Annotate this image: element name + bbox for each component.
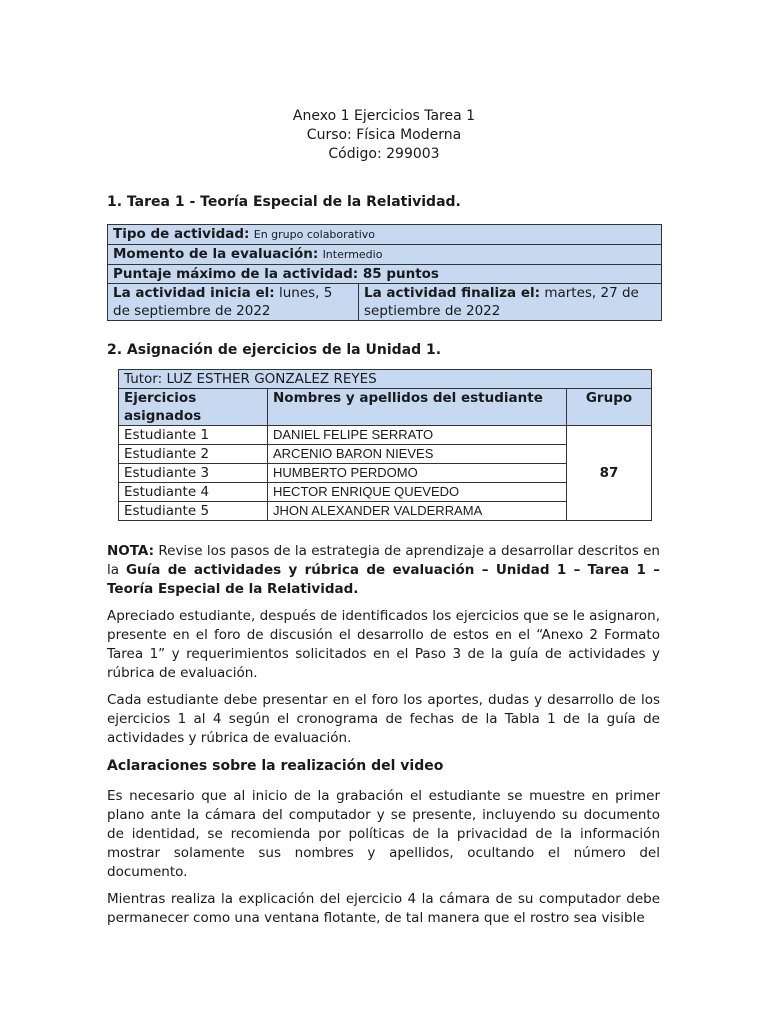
col-exercises-header: Ejercicios asignados [119,389,268,426]
activity-type-label: Tipo de actividad: [113,226,250,242]
header-title: Anexo 1 Ejercicios Tarea 1 [292,108,476,124]
max-score-cell [108,265,662,284]
nota-text: Revise los pasos de la estrategia de aprendizaje a desarrollar descritos en la [107,543,660,578]
table-header-row [119,389,652,426]
activity-table [107,224,662,321]
table-row [108,265,662,284]
header-course: Curso: Física Moderna [306,127,462,143]
table-row [108,245,662,265]
student-name-cell: DANIEL FELIPE SERRATO [268,426,567,445]
end-date-label: La actividad finaliza el: [364,285,541,301]
student-name-cell: HUMBERTO PERDOMO [268,464,567,483]
nota-guide-title: Guía de actividades y rúbrica de evaluación – Unidad 1 – Tarea 1 – Teoría Especial de la Relatividad. [107,562,660,597]
document-header [0,107,768,164]
exercise-cell: Estudiante 2 [119,445,268,464]
video-heading: Aclaraciones sobre la realización del video [107,758,444,774]
student-name-cell: JHON ALEXANDER VALDERRAMA [268,502,567,521]
table-row [108,225,662,245]
student-name-cell: ARCENIO BARON NIEVES [268,445,567,464]
assignment-table [118,369,652,521]
activity-type-value: En grupo colaborativo [253,228,376,241]
exercise-cell: Estudiante 1 [119,426,268,445]
evaluation-moment-cell [108,245,662,265]
activity-type-cell [108,225,662,245]
evaluation-moment-value: Intermedio [322,248,383,261]
table-row [119,426,652,445]
start-date-value: lunes, 5 de septiembre de 2022 [113,285,333,319]
group-number-cell: 87 [567,426,652,521]
video-paragraph-1: Es necesario que al inicio de la grabación el estudiante se muestre en primer plano ante la cámara del computador y se presente, incluyendo su documento de identidad, se recomienda por políticas de la privacidad de la información mostrar solamente sus nombres y apellidos, ocultando el número del documento. [107,788,660,880]
intro-paragraph: Apreciado estudiante, después de identificados los ejercicios que se le asignaron, presente en el foro de discusión el desarrollo de estos en el “Anexo 2 Formato Tarea 1” y requerimientos solicitados en el Paso 3 de la guía de actividades y rúbrica de evaluación. [107,608,660,681]
evaluation-moment-label: Momento de la evaluación: [113,246,319,262]
exercise-cell: Estudiante 3 [119,464,268,483]
end-date-cell [359,284,662,321]
end-date-value: martes, 27 de septiembre de 2022 [364,285,639,319]
exercise-cell: Estudiante 5 [119,502,268,521]
table-row [119,370,652,389]
col-group-header: Grupo [567,389,652,426]
forum-paragraph: Cada estudiante debe presentar en el foro los aportes, dudas y desarrollo de los ejercicios 1 al 4 según el cronograma de fechas de la Tabla 1 de la guía de actividades y rúbrica de evaluación. [107,692,660,746]
section1-heading: 1. Tarea 1 - Teoría Especial de la Relatividad. [107,194,461,210]
header-code: Código: 299003 [328,146,440,162]
tutor-cell: Tutor: LUZ ESTHER GONZALEZ REYES [119,370,652,389]
video-paragraph-2: Mientras realiza la explicación del ejercicio 4 la cámara de su computador debe permanecer como una ventana flotante, de tal manera que el rostro sea visible [107,891,660,926]
exercise-cell: Estudiante 4 [119,483,268,502]
start-date-label: La actividad inicia el: [113,285,275,301]
student-name-cell: HECTOR ENRIQUE QUEVEDO [268,483,567,502]
start-date-cell [108,284,359,321]
nota-paragraph [107,542,660,599]
col-student-header: Nombres y apellidos del estudiante [268,389,567,426]
max-score-text: Puntaje máximo de la actividad: 85 puntos [113,266,439,282]
section2-heading: 2. Asignación de ejercicios de la Unidad 1. [107,342,442,358]
table-row [108,284,662,321]
nota-label: NOTA: [107,543,155,559]
